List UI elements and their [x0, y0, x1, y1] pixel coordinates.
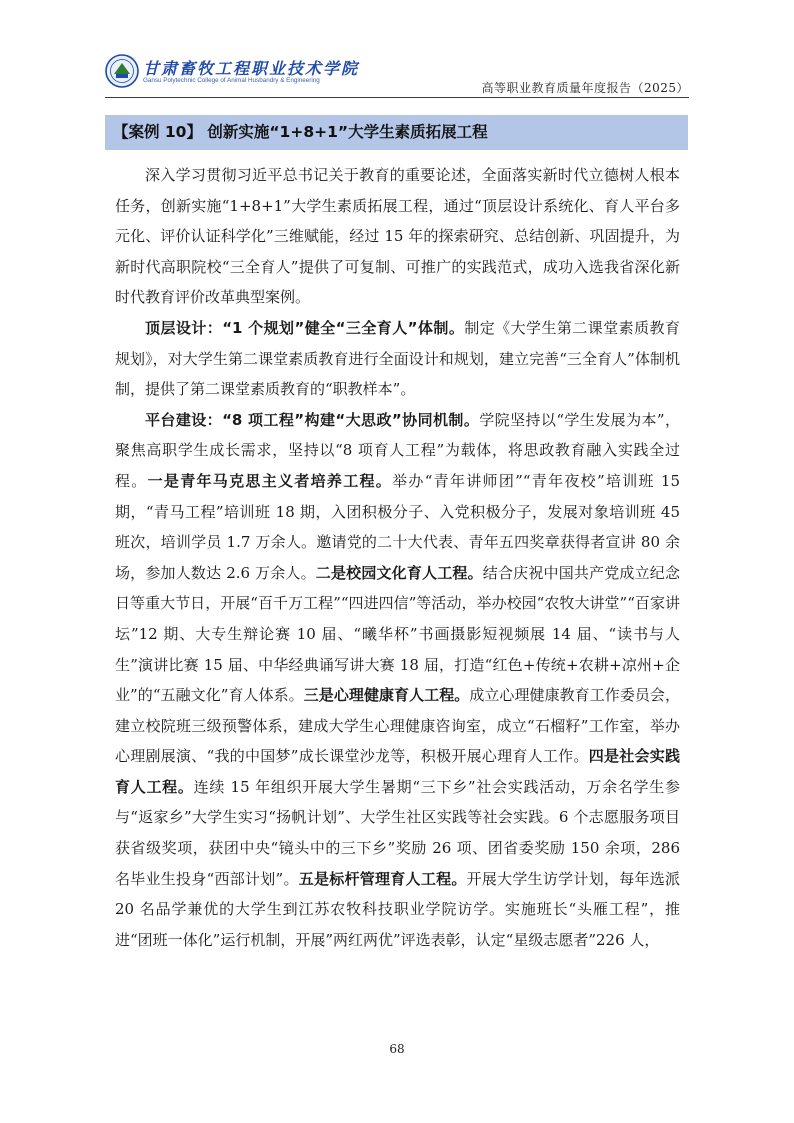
- paragraph-text: 成立心理健康教育工作委员会，建立校院班三级预警体系，建成大学生心理健康咨询室，成立“石榴籽”工作室，举办心理剧展演、“我的中国梦”成长课堂沙龙等，积极开展心理育人工作。: [115, 686, 680, 766]
- school-name-en: Gansu Polytechnic College of Animal Husbandry & Engineering: [143, 77, 320, 84]
- paragraph-platform: [115, 405, 680, 956]
- paragraph-text: 开展大学生访学计划，每年选派 20 名品学兼优的大学生到江苏农牧科技职业学院访学。实施班长“头雁工程”，推进“团班一体化”运行机制，开展”两红两优”评选表彰，认定“星级志愿者”226 人，: [115, 869, 680, 949]
- paragraph-text: 结合庆祝中国共产党成立纪念日等重大节日，开展“百千万工程”“四进四信”等活动，举办校园“农牧大讲堂”“百家讲坛”12 期、大专生辩论赛 10 届、“曦华杯”书画摄影短视频展 14 届、“读书与人生”演讲比赛 15 届、中华经典诵写讲大赛 18 届，打造“红色+传统+农耕+凉州+企业”的“五融文化”育人体系。: [115, 563, 680, 705]
- case-title: 【案例 10】 创新实施“1+8+1”大学生素质拓展工程: [105, 115, 688, 150]
- paragraph-intro: [115, 160, 680, 313]
- paragraph-text: 制定《大学生第二课堂素质教育规划》，对大学生第二课堂素质教育进行全面设计和规划，建立完善“三全育人”体制机制，提供了第二课堂素质教育的“职教样本”。: [115, 318, 680, 399]
- article-body: [115, 160, 680, 955]
- page-number: 68: [389, 1042, 405, 1056]
- school-name: 甘肃畜牧工程职业技术学院: [143, 59, 360, 78]
- paragraph-heading: 顶层设计：“1 个规划”健全“三全育人”体制。: [145, 318, 465, 337]
- paragraph-top-design: [115, 313, 680, 405]
- paragraph-heading: 三是心理健康育人工程。: [303, 686, 470, 705]
- page-header: [105, 52, 689, 96]
- paragraph-heading: 四是社会实践育人工程。: [115, 747, 680, 796]
- paragraph-text: 学院坚持以“学生发展为本”，聚焦高职学生成长需求，坚持以“8 项育人工程”为载体，将思政教育融入实践全过程。: [115, 410, 680, 490]
- paragraph-heading: 平台建设：“8 项工程”构建“大思政”协同机制。: [145, 410, 480, 429]
- paragraph-heading: 五是标杆管理育人工程。: [298, 869, 467, 888]
- paragraph-text: 连续 15 年组织开展大学生暑期“三下乡”社会实践活动，万余名学生参与“返家乡”大学生实习“扬帆计划”、大学生社区实践等社会实践。6 个志愿服务项目获省级奖项，获团中央“镜头中的三下乡”奖励 26 项、团省委奖励 150 余项，286 名毕业生投身“西部计划”。: [115, 777, 680, 888]
- paragraph-text: 举办“青年讲师团”“青年夜校”培训班 15 期，“青马工程”培训班 18 期，入团积极分子、入党积极分子，发展对象培训班 45 班次，培训学员 1.7 万余人。邀请党的二十大代表、青年五四奖章获得者宣讲 80 余场，参加人数达 2.6 万余人。: [115, 471, 680, 582]
- school-emblem-icon: [105, 54, 139, 88]
- header-divider: [105, 97, 689, 98]
- paragraph-text: 深入学习贯彻习近平总书记关于教育的重要论述，全面落实新时代立德树人根本任务，创新实施“1+8+1”大学生素质拓展工程，通过“顶层设计系统化、育人平台多元化、评价认证科学化”三维赋能，经过 15 年的探索研究、总结创新、巩固提升，为新时代高职院校“三全育人”提供了可复制、可推广的实践范式，成功入选我省深化新时代教育评价改革典型案例。: [115, 166, 680, 307]
- paragraph-heading: 二是校园文化育人工程。: [315, 563, 483, 582]
- report-title: 高等职业教育质量年度报告（2025）: [481, 81, 689, 95]
- paragraph-heading: 一是青年马克思主义者培养工程。: [147, 471, 393, 490]
